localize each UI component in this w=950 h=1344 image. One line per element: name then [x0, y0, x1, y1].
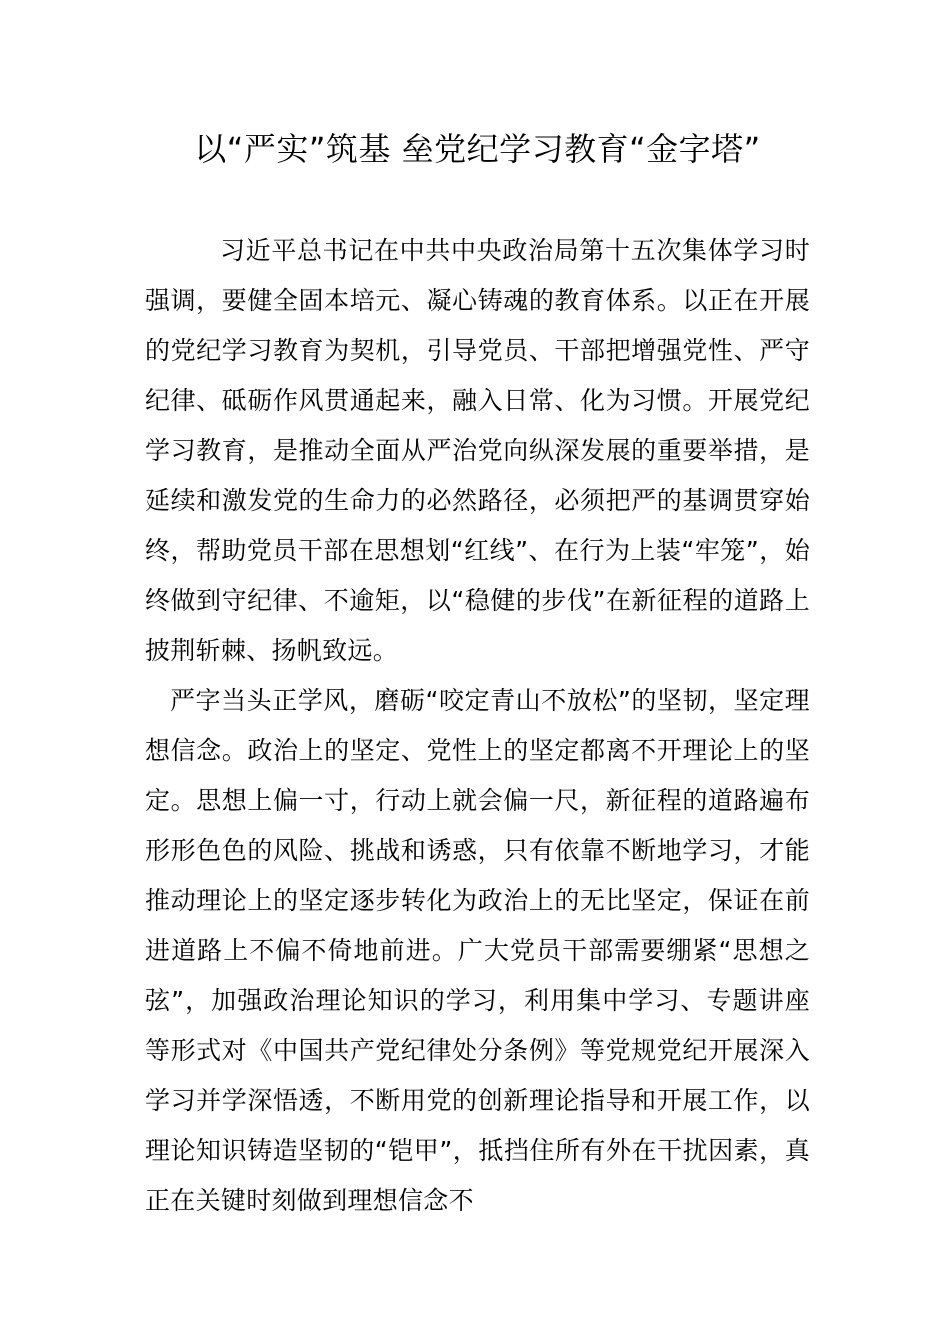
paragraph-1: 习近平总书记在中共中央政治局第十五次集体学习时强调，要健全固本培元、凝心铸魂的教育体系。以正在开展的党纪学习教育为契机，引导党员、干部把增强党性、严守纪律、砥砺作风贯通起来，融入日常、化为习惯。开展党纪学习教育，是推动全面从严治党向纵深发展的重要举措，是延续和激发党的生命力的必然路径，必须把严的基调贯穿始终，帮助党员干部在思想划“红线”、在行为上装“牢笼”，始终做到守纪律、不逾矩，以“稳健的步伐”在新征程的道路上披荆斩棘、扬帆致远。 — [145, 236, 810, 665]
paragraph-2: 严字当头正学风，磨砺“咬定青山不放松”的坚韧，坚定理想信念。政治上的坚定、党性上的坚定都离不开理论上的坚定。思想上偏一寸，行动上就会偏一尺，新征程的道路遍布形形色色的风险、挑战和诱惑，只有依靠不断地学习，才能推动理论上的坚定逐步转化为政治上的无比坚定，保证在前进道路上不偏不倚地前进。广大党员干部需要绷紧“思想之弦”，加强政治理论知识的学习，利用集中学习、专题讲座等形式对《中国共产党纪律处分条例》等党规党纪开展深入学习并学深悟透，不断用党的创新理论指导和开展工作，以理论知识铸造坚韧的“铠甲”，抵挡住所有外在干扰因素，真正在关键时刻做到理想信念不 — [145, 686, 810, 1215]
document-title: 以“严实”筑基 垒党纪学习教育“金字塔” — [194, 130, 761, 168]
document-body — [145, 226, 810, 1226]
